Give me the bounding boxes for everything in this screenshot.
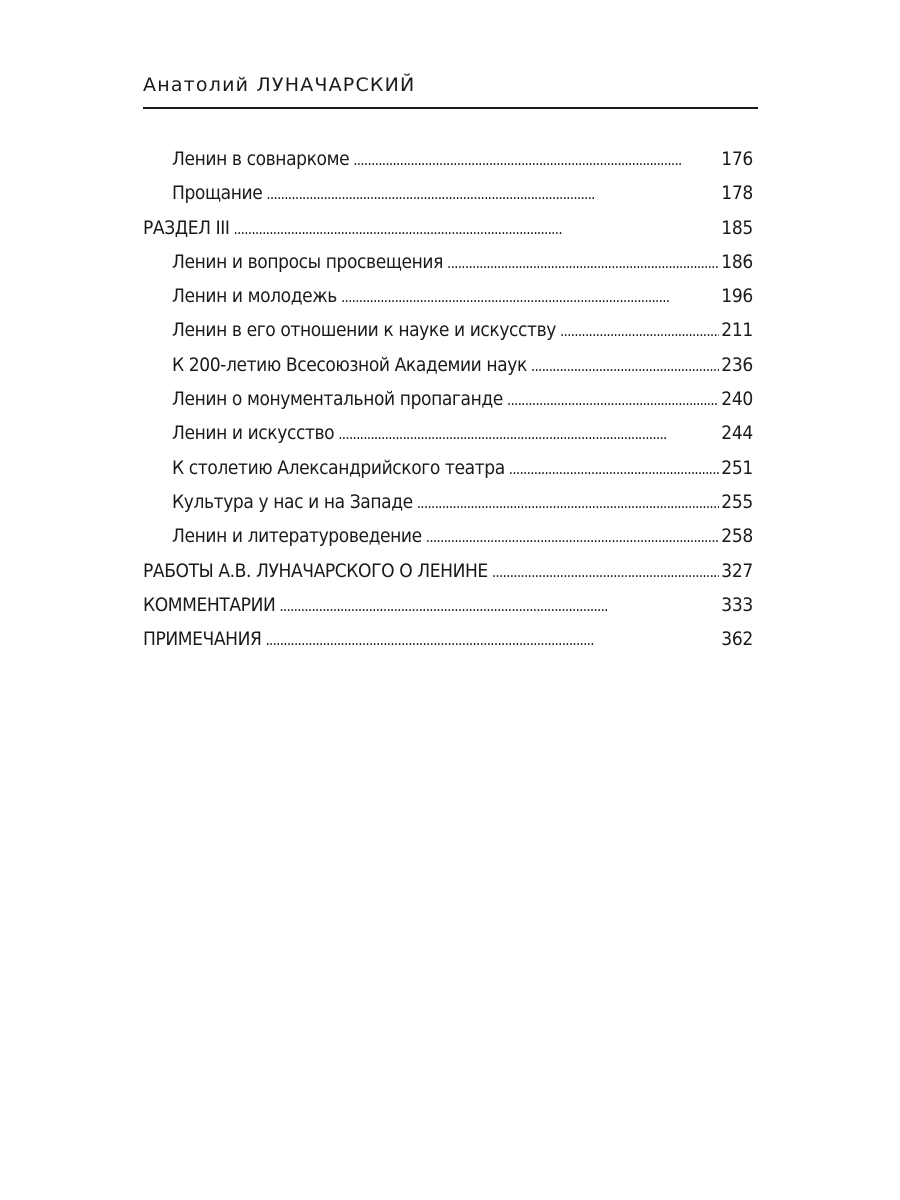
toc-section: [143, 622, 753, 656]
toc-entry: [143, 416, 753, 450]
toc-entry-title: Ленин и искусство: [172, 422, 335, 445]
toc-leader-dots: [426, 520, 720, 553]
toc-entry-page: 211: [721, 319, 753, 342]
toc-leader-dots: [266, 177, 719, 210]
toc-entry-title: Прощание: [172, 182, 263, 205]
toc-leader-dots: [492, 555, 719, 588]
toc-entry-title: Ленин и вопросы просвещения: [172, 250, 444, 273]
toc-leader-dots: [447, 246, 719, 279]
toc-leader-dots: [279, 589, 719, 622]
toc-entry-page: 255: [721, 490, 753, 513]
toc-entry-page: 333: [721, 593, 753, 616]
toc-leader-dots: [417, 486, 720, 519]
toc-entry-title: ПРИМЕЧАНИЯ: [143, 628, 262, 651]
toc-entry-page: 178: [721, 182, 753, 205]
toc-leader-dots: [560, 314, 719, 347]
toc-leader-dots: [338, 417, 719, 450]
toc-entry-title: Ленин и молодежь: [172, 285, 337, 308]
toc-entry: [143, 519, 753, 553]
toc-entry-page: 327: [721, 559, 753, 582]
toc-entry-page: 244: [721, 422, 753, 445]
toc-leader-dots: [234, 212, 720, 245]
toc-entry-title: Культура у нас и на Западе: [172, 490, 413, 513]
toc-entry-page: 185: [721, 216, 753, 239]
toc-leader-dots: [265, 623, 719, 656]
toc-entry-page: 186: [721, 250, 753, 273]
toc-entry: [143, 142, 753, 176]
toc-entry-page: 240: [721, 388, 753, 411]
toc-entry-page: 362: [721, 628, 753, 651]
toc-entry-title: Ленин и литературоведение: [172, 525, 422, 548]
toc-entry: [143, 348, 753, 382]
toc-entry-page: 176: [721, 148, 753, 170]
header-rule: [143, 107, 758, 109]
toc-entry-title: Ленин о монументальной пропаганде: [172, 388, 503, 411]
table-of-contents: [143, 142, 753, 656]
toc-leader-dots: [353, 143, 719, 176]
toc-entry-page: 251: [721, 456, 753, 479]
toc-leader-dots: [341, 280, 719, 313]
toc-entry: [143, 176, 753, 210]
toc-section: [143, 588, 753, 622]
running-head: Анатолий ЛУНАЧАРСКИЙ: [143, 74, 416, 96]
toc-entry-page: 196: [721, 285, 753, 308]
toc-entry-title: РАБОТЫ А.В. ЛУНАЧАРСКОГО О ЛЕНИНЕ: [143, 559, 488, 582]
toc-entry-page: 236: [721, 353, 753, 376]
toc-leader-dots: [509, 452, 719, 485]
toc-leader-dots: [531, 349, 719, 382]
toc-leader-dots: [507, 383, 719, 416]
toc-entry: [143, 313, 753, 347]
toc-entry: [143, 382, 753, 416]
toc-section: [143, 554, 753, 588]
toc-entry-title: К 200-летию Всесоюзной Академии наук: [172, 353, 527, 376]
toc-entry-title: Ленин в совнаркоме: [172, 148, 350, 170]
toc-entry-page: 258: [721, 525, 753, 548]
toc-entry-title: КОММЕНТАРИИ: [143, 593, 276, 616]
toc-entry: [143, 279, 753, 313]
toc-entry: [143, 485, 753, 519]
toc-section: [143, 211, 753, 245]
toc-entry: [143, 451, 753, 485]
toc-entry-title: РАЗДЕЛ III: [143, 216, 230, 239]
toc-entry: [143, 245, 753, 279]
toc-entry-title: К столетию Александрийского театра: [172, 456, 505, 479]
toc-entry-title: Ленин в его отношении к науке и искусству: [172, 319, 556, 342]
